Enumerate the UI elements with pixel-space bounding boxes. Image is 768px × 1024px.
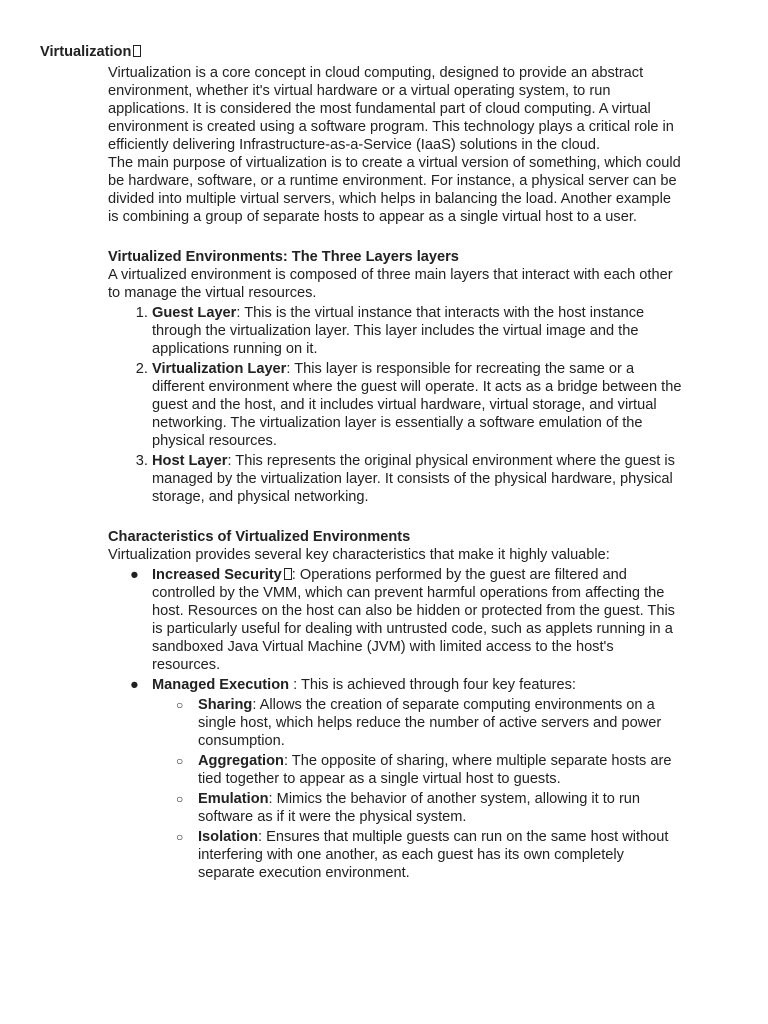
characteristic-term: Increased Security	[152, 567, 282, 583]
filled-bullet-icon: ●	[130, 567, 139, 583]
list-item	[130, 566, 684, 674]
managed-features-list	[152, 696, 684, 882]
layer-term: Host Layer	[152, 453, 228, 469]
feature-term: Aggregation	[198, 753, 284, 769]
layer-term: Virtualization Layer	[152, 361, 287, 377]
feature-term: Emulation	[198, 791, 269, 807]
feature-term: Sharing	[198, 697, 253, 713]
feature-term: Isolation	[198, 829, 258, 845]
characteristics-intro: Virtualization provides several key characteristics that make it highly valuable:	[108, 547, 610, 563]
layers-heading: Virtualized Environments: The Three Layers layers	[108, 249, 459, 265]
layer-text: : This represents the original physical environment where the guest is managed by the virtualization layer. It consists of the physical hardware, physical storage, and physical networking.	[152, 453, 675, 505]
hollow-bullet-icon: ○	[176, 830, 184, 844]
intro-paragraph-1: Virtualization is a core concept in cloud computing, designed to provide an abstract environment, whether it's virtual hardware or a virtual operating system, to run applications. It is considered the most fundamental part of cloud computing. A virtual environment is created using a software program. This technology plays a critical role in efficiently delivering Infrastructure-as-a-Service (IaaS) solutions in the cloud.	[108, 65, 674, 153]
intro-paragraph-2: The main purpose of virtualization is to create a virtual version of something, which could be hardware, software, or a runtime environment. For instance, a physical server can be divided into multiple virtual servers, which helps in balancing the load. Another example is combining a group of separate hosts to appear as a single virtual host to a user.	[108, 155, 681, 225]
list-item	[152, 304, 684, 358]
characteristics-list	[108, 566, 684, 882]
missing-glyph-icon	[133, 45, 141, 57]
document-body	[108, 64, 684, 884]
feature-text: : The opposite of sharing, where multiple separate hosts are tied together to appear as a single virtual host to guests.	[198, 753, 672, 787]
hollow-bullet-icon: ○	[176, 754, 184, 768]
list-item	[176, 696, 684, 750]
layer-text: : This layer is responsible for recreating the same or a different environment where the guest will operate. It acts as a bridge between the guest and the host, and it includes virtual hardware, virtual storage, and virtual networking. The virtualization layer is essentially a software emulation of the physical resources.	[152, 361, 682, 449]
layer-text: : This is the virtual instance that interacts with the host instance through the virtualization layer. This layer includes the virtual image and the applications running on it.	[152, 305, 645, 357]
layer-term: Guest Layer	[152, 305, 237, 321]
characteristic-term: Managed Execution	[152, 677, 290, 693]
characteristics-heading: Characteristics of Virtualized Environments	[108, 529, 411, 545]
layers-intro: A virtualized environment is composed of three main layers that interact with each other to manage the virtual resources.	[108, 267, 673, 301]
document-title	[40, 43, 141, 61]
list-item	[152, 452, 684, 506]
feature-text: : Mimics the behavior of another system, allowing it to run software as if it were the physical system.	[198, 791, 641, 825]
feature-text: : Allows the creation of separate computing environments on a single host, which helps reduce the number of active servers and power consumption.	[198, 697, 662, 749]
list-item	[176, 790, 684, 826]
list-item	[176, 752, 684, 788]
list-item	[176, 828, 684, 882]
characteristic-text: : This is achieved through four key features:	[289, 677, 576, 693]
hollow-bullet-icon: ○	[176, 792, 184, 806]
layers-list	[108, 304, 684, 506]
hollow-bullet-icon: ○	[176, 698, 184, 712]
filled-bullet-icon: ●	[130, 677, 139, 693]
missing-glyph-icon	[284, 568, 292, 580]
list-item	[152, 360, 684, 450]
characteristic-text: : Operations performed by the guest are filtered and controlled by the VMM, which can prevent harmful operations from affecting the host. Resources on the host can also be hidden or protected from the guest. This is particularly useful for dealing with untrusted code, such as applets running in a sandboxed Java Virtual Machine (JVM) with limited access to the host's resources.	[152, 567, 675, 673]
feature-text: : Ensures that multiple guests can run on the same host without interfering with one another, as each guest has its own completely separate execution environment.	[198, 829, 669, 881]
list-item	[130, 676, 684, 882]
document-title-text: Virtualization	[40, 44, 132, 60]
